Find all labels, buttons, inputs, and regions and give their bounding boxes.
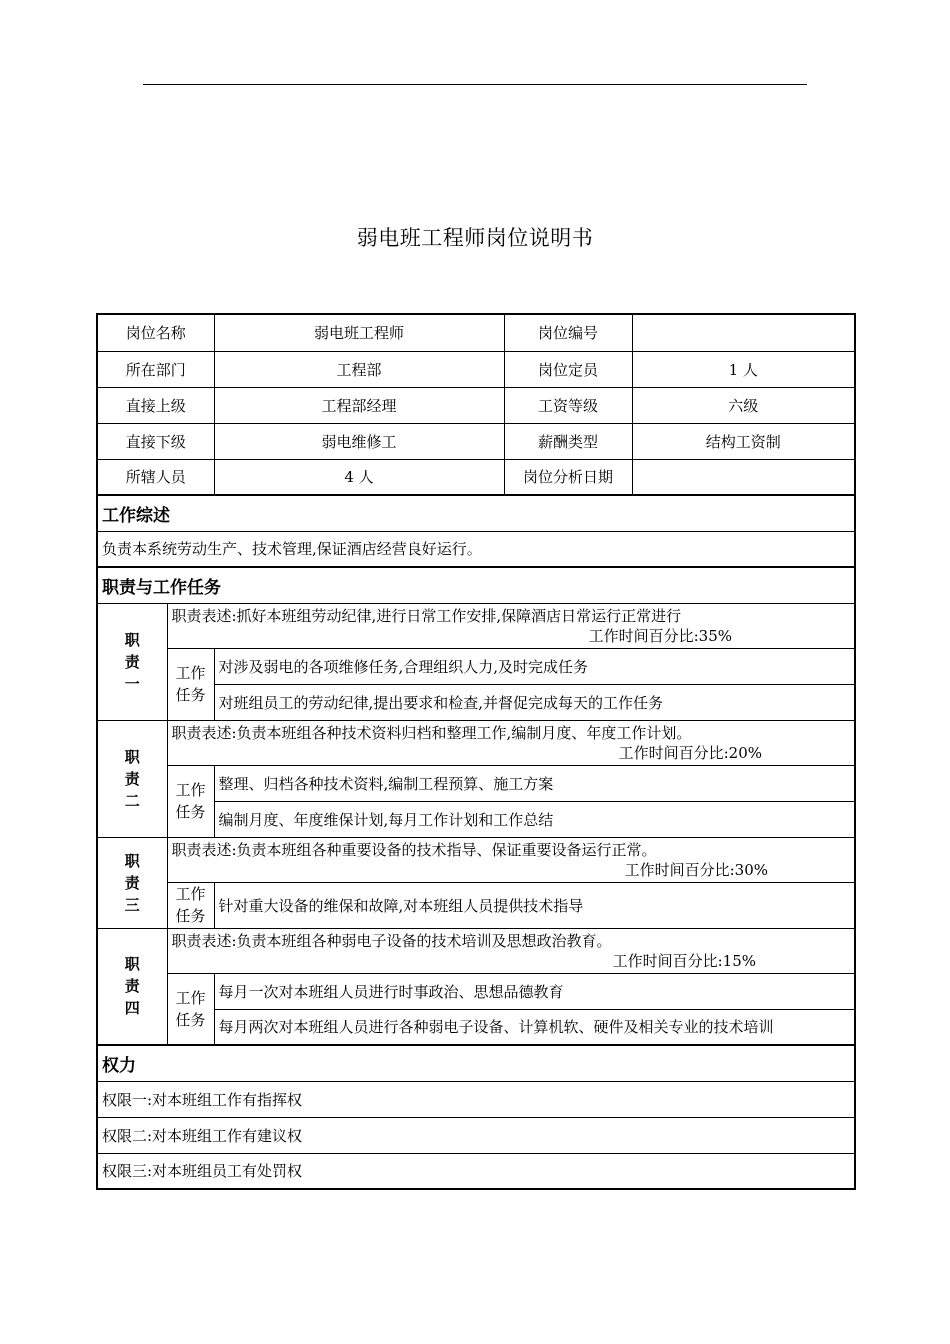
task-item: 整理、归档各种技术资料,编制工程预算、施工方案 <box>214 765 855 801</box>
field-value: 1 人 <box>632 351 855 387</box>
field-label: 直接下级 <box>97 423 214 459</box>
task-item: 对班组员工的劳动纪律,提出要求和检查,并督促完成每天的工作任务 <box>214 684 855 720</box>
field-value: 工程部 <box>214 351 504 387</box>
field-value: 弱电班工程师 <box>214 314 504 351</box>
task-item: 每月一次对本班组人员进行时事政治、思想品德教育 <box>214 973 855 1009</box>
field-value: 结构工资制 <box>632 423 855 459</box>
duty-description-2: 职责表述:负责本班组各种技术资料归档和整理工作,编制月度、年度工作计划。 工作时间百分比:20% <box>167 720 855 765</box>
field-label: 岗位编号 <box>504 314 632 351</box>
task-label: 工作 任务 <box>167 973 214 1045</box>
field-label: 岗位分析日期 <box>504 459 632 495</box>
field-label: 所在部门 <box>97 351 214 387</box>
task-item: 针对重大设备的维保和故障,对本班组人员提供技术指导 <box>214 882 855 928</box>
field-label: 薪酬类型 <box>504 423 632 459</box>
duty-label-3: 职 责 三 <box>97 837 167 928</box>
header-rule <box>143 84 807 85</box>
authority-item: 权限三:对本班组员工有处罚权 <box>97 1153 855 1189</box>
authority-item: 权限一:对本班组工作有指挥权 <box>97 1081 855 1117</box>
summary-heading: 工作综述 <box>97 495 855 531</box>
field-label: 所辖人员 <box>97 459 214 495</box>
duty-percentage-4: 工作时间百分比:15% <box>612 951 757 970</box>
duty-percentage-2: 工作时间百分比:20% <box>618 743 763 762</box>
task-label: 工作 任务 <box>167 882 214 928</box>
summary-text: 负责本系统劳动生产、技术管理,保证酒店经营良好运行。 <box>97 531 855 567</box>
field-value: 弱电维修工 <box>214 423 504 459</box>
field-value <box>632 459 855 495</box>
duty-percentage-1: 工作时间百分比:35% <box>588 626 733 645</box>
duty-label-4: 职 责 四 <box>97 928 167 1045</box>
job-description-table <box>96 313 856 1190</box>
field-label: 岗位名称 <box>97 314 214 351</box>
task-label: 工作 任务 <box>167 765 214 837</box>
duty-description-1: 职责表述:抓好本班组劳动纪律,进行日常工作安排,保障酒店日常运行正常进行 工作时间百分比:35% <box>167 603 855 648</box>
field-value: 工程部经理 <box>214 387 504 423</box>
field-value: 4 人 <box>214 459 504 495</box>
task-label: 工作 任务 <box>167 648 214 720</box>
duty-label-2: 职 责 二 <box>97 720 167 837</box>
field-value <box>632 314 855 351</box>
duties-heading: 职责与工作任务 <box>97 567 855 603</box>
field-label: 直接上级 <box>97 387 214 423</box>
duty-description-4: 职责表述:负责本班组各种弱电子设备的技术培训及思想政治教育。 工作时间百分比:15% <box>167 928 855 973</box>
duty-description-3: 职责表述:负责本班组各种重要设备的技术指导、保证重要设备运行正常。 工作时间百分比:30% <box>167 837 855 882</box>
duty-percentage-3: 工作时间百分比:30% <box>624 860 769 879</box>
authority-item: 权限二:对本班组工作有建议权 <box>97 1117 855 1153</box>
field-value: 六级 <box>632 387 855 423</box>
task-item: 编制月度、年度维保计划,每月工作计划和工作总结 <box>214 801 855 837</box>
task-item: 每月两次对本班组人员进行各种弱电子设备、计算机软、硬件及相关专业的技术培训 <box>214 1009 855 1045</box>
field-label: 工资等级 <box>504 387 632 423</box>
field-label: 岗位定员 <box>504 351 632 387</box>
document-title: 弱电班工程师岗位说明书 <box>356 226 594 250</box>
authority-heading: 权力 <box>97 1045 855 1081</box>
duty-label-1: 职 责 一 <box>97 603 167 720</box>
task-item: 对涉及弱电的各项维修任务,合理组织人力,及时完成任务 <box>214 648 855 684</box>
